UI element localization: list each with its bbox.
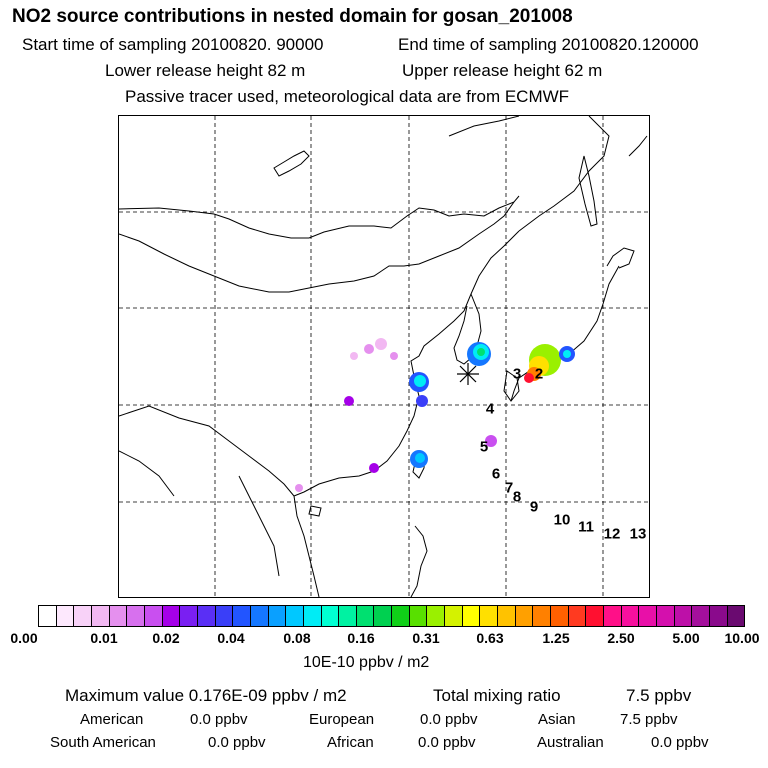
region-value: 0.0 ppbv: [418, 734, 476, 751]
colorbar-segment: [74, 606, 92, 626]
colorbar-segment: [357, 606, 375, 626]
colorbar-segment: [39, 606, 57, 626]
colorbar-segment: [198, 606, 216, 626]
colorbar-segment: [551, 606, 569, 626]
total-mixing-value: 7.5 ppbv: [626, 686, 692, 705]
colorbar-segment: [339, 606, 357, 626]
colorbar-segment: [639, 606, 657, 626]
tracer-note: Passive tracer used, meteorological data are from ECMWF: [125, 87, 570, 106]
colorbar-tick-label: 5.00: [672, 630, 700, 646]
receptor-star-icon: [457, 363, 479, 385]
region-value: 0.0 ppbv: [208, 734, 266, 751]
colorbar-tick-label: 0.04: [217, 630, 245, 646]
colorbar-segment: [427, 606, 445, 626]
colorbar-tick-label: 2.50: [607, 630, 635, 646]
region-name: South American: [50, 734, 156, 751]
colorbar-tick-label: 0.02: [152, 630, 180, 646]
max-value-label: Maximum value 0.176E-09 ppbv / m2: [65, 686, 347, 705]
colorbar-segment: [127, 606, 145, 626]
colorbar-segment: [675, 606, 693, 626]
upper-release-label: Upper release height 62 m: [402, 61, 603, 80]
colorbar-segment: [374, 606, 392, 626]
colorbar-tick-label: 0.01: [90, 630, 118, 646]
colorbar-segment: [286, 606, 304, 626]
colorbar-segment: [604, 606, 622, 626]
colorbar-tick-label: 0.00: [10, 630, 38, 646]
colorbar-segment: [569, 606, 587, 626]
colorbar-segment: [216, 606, 234, 626]
trajectory-label: 9: [529, 498, 539, 516]
trajectory-label: 2: [534, 365, 544, 383]
colorbar-segment: [110, 606, 128, 626]
start-time-label: Start time of sampling 20100820. 90000: [22, 35, 324, 54]
colorbar-segment: [269, 606, 287, 626]
region-name: American: [80, 711, 144, 728]
colorbar-segment: [692, 606, 710, 626]
colorbar-segment: [322, 606, 340, 626]
region-name: Asian: [538, 711, 576, 728]
colorbar-tick-label: 0.31: [412, 630, 440, 646]
region-value: 7.5 ppbv: [620, 711, 678, 728]
colorbar-segment: [92, 606, 110, 626]
region-value: 0.0 ppbv: [190, 711, 248, 728]
colorbar-segment: [145, 606, 163, 626]
colorbar-tick-label: 0.16: [347, 630, 375, 646]
colorbar-segment: [622, 606, 640, 626]
trajectory-label: 10: [553, 511, 571, 529]
colorbar-segment: [463, 606, 481, 626]
trajectory-label: 11: [578, 518, 594, 536]
colorbar-segment: [498, 606, 516, 626]
colorbar-segment: [710, 606, 728, 626]
colorbar-tick-label: 1.25: [542, 630, 570, 646]
trajectory-label: 7: [504, 479, 514, 497]
end-time-label: End time of sampling 20100820.120000: [398, 35, 699, 54]
colorbar-segment: [233, 606, 251, 626]
map-title: NO2 source contributions in nested domain for gosan_201008: [12, 6, 573, 27]
colorbar-segment: [410, 606, 428, 626]
colorbar-segment: [728, 606, 745, 626]
colorbar-segment: [445, 606, 463, 626]
colorbar: [38, 605, 745, 627]
colorbar-segment: [392, 606, 410, 626]
colorbar-tick-label: 0.63: [476, 630, 504, 646]
region-name: Australian: [537, 734, 604, 751]
map-panel: [118, 115, 650, 598]
trajectory-label: 6: [491, 465, 501, 483]
region-name: European: [309, 711, 375, 728]
trajectory-label: 3: [512, 365, 522, 383]
colorbar-segment: [533, 606, 551, 626]
colorbar-segment: [304, 606, 322, 626]
region-name: African: [327, 734, 374, 751]
colorbar-segment: [180, 606, 198, 626]
trajectory-label: 5: [479, 438, 489, 456]
region-value: 0.0 ppbv: [651, 734, 709, 751]
total-mixing-label: Total mixing ratio: [433, 686, 561, 705]
colorbar-segment: [251, 606, 269, 626]
colorbar-unit-label: 10E-10 ppbv / m2: [303, 654, 430, 671]
contribution-plumes: [295, 338, 575, 492]
colorbar-segment: [516, 606, 534, 626]
colorbar-tick-label: 0.08: [283, 630, 311, 646]
colorbar-segment: [163, 606, 181, 626]
trajectory-label: 8: [512, 488, 522, 506]
trajectory-label: 12: [603, 525, 621, 543]
colorbar-segment: [586, 606, 604, 626]
colorbar-segment: [657, 606, 675, 626]
lower-release-label: Lower release height 82 m: [105, 61, 306, 80]
colorbar-segment: [480, 606, 498, 626]
region-value: 0.0 ppbv: [420, 711, 478, 728]
trajectory-label: 13: [629, 525, 647, 543]
colorbar-tick-label: 10.00: [724, 630, 760, 646]
trajectory-label: 4: [485, 400, 495, 418]
colorbar-segment: [57, 606, 75, 626]
